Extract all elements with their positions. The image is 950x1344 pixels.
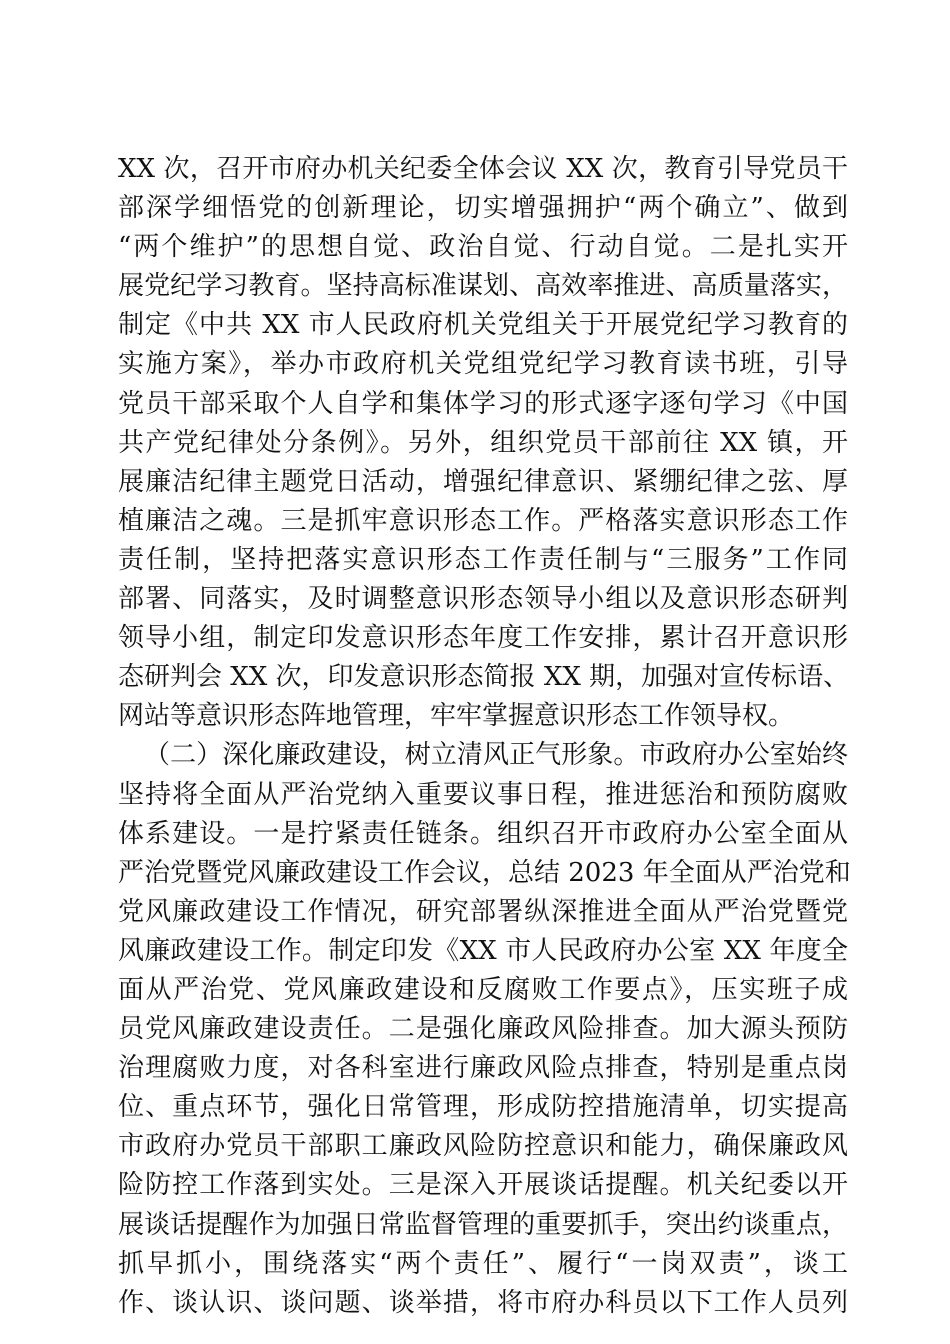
- text-line: 体系建设。一是拧紧责任链条。组织召开市政府办公室全面从: [118, 818, 848, 849]
- text-line: 险防控工作落到实处。三是深入开展谈话提醒。机关纪委以开: [118, 1170, 848, 1201]
- text-line: 责任制，坚持把落实意识形态工作责任制与“三服务”工作同: [118, 544, 848, 575]
- text-line: XX 次，召开市府办机关纪委全体会议 XX 次，教育引导党员干: [118, 154, 848, 184]
- text-line: 员党风廉政建设责任。二是强化廉政风险排查。加大源头预防: [118, 1014, 848, 1045]
- text-line: 网站等意识形态阵地管理，牢牢掌握意识形态工作领导权。: [118, 701, 795, 732]
- text-line: 抓早抓小，围绕落实“两个责任”、履行“一岗双责”，谈工: [118, 1248, 848, 1279]
- text-line: 实施方案》，举办市政府机关党组党纪学习教育读书班，引导: [118, 349, 848, 380]
- text-line: 部署、同落实，及时调整意识形态领导小组以及意识形态研判: [118, 584, 848, 615]
- text-line: 展党纪学习教育。坚持高标准谋划、高效率推进、高质量落实，: [118, 271, 848, 302]
- text-line: 作、谈认识、谈问题、谈举措，将市府办科员以下工作人员列: [118, 1287, 848, 1318]
- text-line: 位、重点环节，强化日常管理，形成防控措施清单，切实提高: [118, 1092, 848, 1123]
- text-line: 制定《中共 XX 市人民政府机关党组关于开展党纪学习教育的: [118, 310, 848, 341]
- text-line: 严治党暨党风廉政建设工作会议，总结 2023 年全面从严治党和: [118, 857, 851, 888]
- text-line: 植廉洁之魂。三是抓牢意识形态工作。严格落实意识形态工作: [118, 505, 848, 536]
- text-line: 党员干部采取个人自学和集体学习的形式逐字逐句学习《中国: [118, 388, 848, 419]
- text-line: 坚持将全面从严治党纳入重要议事日程，推进惩治和预防腐败: [118, 779, 848, 810]
- text-line: 领导小组，制定印发意识形态年度工作安排，累计召开意识形: [118, 623, 848, 654]
- text-line: 面从严治党、党风廉政建设和反腐败工作要点》，压实班子成: [118, 974, 848, 1005]
- text-line: 治理腐败力度，对各科室进行廉政风险点排查，特别是重点岗: [118, 1053, 848, 1084]
- text-line: “两个维护”的思想自觉、政治自觉、行动自觉。二是扎实开: [118, 232, 848, 263]
- text-line: 态研判会 XX 次，印发意识形态简报 XX 期，加强对宣传标语、: [118, 662, 850, 693]
- text-line: 共产党纪律处分条例》。另外，组织党员干部前往 XX 镇，开: [118, 427, 848, 458]
- body-text: [118, 150, 851, 1323]
- text-line: 党风廉政建设工作情况，研究部署纵深推进全面从严治党暨党: [118, 896, 848, 927]
- text-line: 展廉洁纪律主题党日活动，增强纪律意识、紧绷纪律之弦、厚: [118, 466, 848, 497]
- text-line: 部深学细悟党的创新理论，切实增强拥护“两个确立”、做到: [118, 193, 848, 224]
- text-line: 市政府办党员干部职工廉政风险防控意识和能力，确保廉政风: [118, 1131, 848, 1162]
- section-heading-line: （二）深化廉政建设，树立清风正气形象。市政府办公室始终: [144, 740, 848, 771]
- text-line: 风廉政建设工作。制定印发《XX 市人民政府办公室 XX 年度全: [118, 935, 848, 966]
- text-line: 展谈话提醒作为加强日常监督管理的重要抓手，突出约谈重点，: [118, 1209, 848, 1240]
